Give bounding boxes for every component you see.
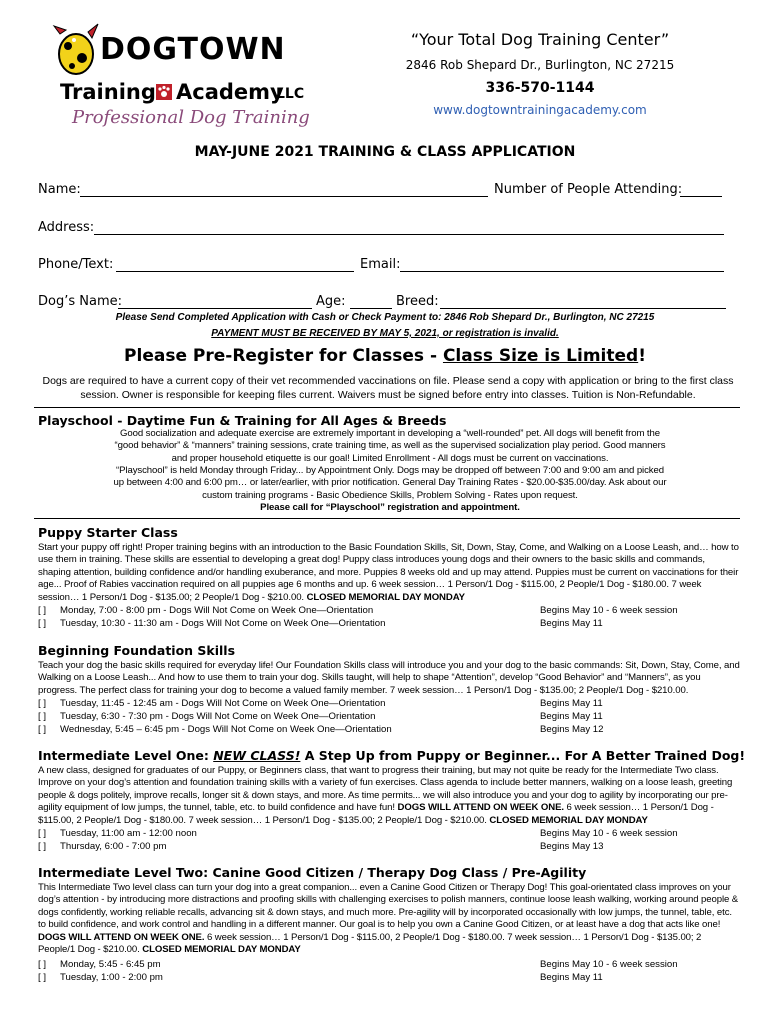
- name-field[interactable]: [80, 196, 488, 197]
- beginning-text: Teach your dog the basic skills required for everyday life! Our Foundation Skills class will introduce you and your dog to the basic commands: Sit, Down, Stay, Come, and Walking on a Loose Leash... And how to use them to train your dog. Skills taught, will help to shape “Attention”, develop “Good Behavior” and “Manners”, as you progress. The perfect class for training your dog to become a valued family member. 7 week session… 1 Person/1 Dog - $135.00; 2 People/1 Dog - $210.00.: [38, 660, 740, 696]
- logo-llc: LLC: [276, 86, 305, 102]
- email-field[interactable]: [400, 271, 724, 272]
- business-address: 2846 Rob Shepard Dr., Burlington, NC 27215: [405, 58, 675, 72]
- checkbox[interactable]: [ ]: [38, 698, 46, 709]
- logo-subtitle: Professional Dog Training: [72, 107, 310, 128]
- people-count-field[interactable]: [680, 196, 722, 197]
- puppy-title: Puppy Starter Class: [38, 525, 178, 540]
- playschool-title: Playschool - Daytime Fun & Training for All Ages & Breeds: [38, 413, 447, 428]
- divider: [34, 407, 740, 408]
- logo-wordmark: DOGTOWN: [100, 32, 286, 67]
- playschool-text-2: “Playschool” is held Monday through Friday... by Appointment Only. Dogs may be dropped off between 7:00 and 9:00 am and picked up between 4:00 and 6:00 pm… or later/earlier, with prior notification. General Day Training Rates - $20.00-$35.00/day. Ask about our custom training programs - Basic Obedience Skills, Problem Solving - Rates upon request.: [113, 465, 667, 501]
- address-label: Address:: [38, 220, 95, 235]
- website-link[interactable]: www.dogtowntrainingacademy.com: [433, 103, 647, 117]
- intermediate-two-title: Intermediate Level Two: Canine Good Citizen / Therapy Dog Class / Pre-Agility: [38, 865, 587, 880]
- checkbox[interactable]: [ ]: [38, 724, 46, 735]
- playschool-call-note: Please call for “Playschool” registration and appointment.: [260, 502, 520, 513]
- intro-text: Dogs are required to have a current copy of their vet recommended vaccinations on file. Please send a copy with application or bring to the first class session. Owner is responsible for keeping files current. Waivers must be signed before entry into classes. Tuition is Non-Refundable.: [42, 375, 734, 401]
- logo-training: Training: [60, 80, 156, 104]
- payment-note: PAYMENT MUST BE RECEIVED BY MAY 5, 2021, or registration is invalid.: [211, 328, 559, 339]
- breed-label: Breed:: [396, 294, 439, 309]
- business-phone: 336-570-1144: [485, 80, 595, 96]
- age-field[interactable]: [350, 308, 392, 309]
- checkbox[interactable]: [ ]: [38, 841, 46, 852]
- beginning-session-2[interactable]: [ ] Tuesday, 6:30 - 7:30 pm - Dogs Will Not Come on Week One—Orientation Begins May 11: [38, 711, 603, 722]
- intermediate-one-text: A new class, designed for graduates of our Puppy, or Beginners class, that want to progress their training, but may not quite be ready for the Intermediate Two class. Improve on your dog’s attention and foundation training skills with a variety of fun exercises. Class agenda to include better manners, walking on a loose leash, greeting people & dogs politely, improve recalls, longer sit & down stays, and more. As time permits... we will also introduce you and your dog to agility by incorporating our pre-agility equipment of low jumps, the tunnel, table, etc. to build confidence and have fun! DOGS WILL ATTEND ON WEEK ONE. 6 week session… 1 Person/1 Dog - $115.00, 2 People/1 Dog - $180.00. 7 week session… 1 Person/1 Dog - $135.00; 2 People/1 Dog - $210.00. CLOSED MEMORIAL DAY MONDAY: [38, 765, 733, 826]
- age-label: Age:: [316, 294, 346, 309]
- address-field[interactable]: [94, 234, 724, 235]
- send-note: Please Send Completed Application with Cash or Check Payment to: 2846 Rob Shepard Dr., Burlington, NC 27215: [115, 312, 655, 323]
- tagline: “Your Total Dog Training Center”: [410, 30, 670, 49]
- intermediate-one-session-2[interactable]: [ ] Thursday, 6:00 - 7:00 pm Begins May 13: [38, 841, 604, 852]
- people-label: Number of People Attending:: [494, 182, 683, 197]
- beginning-title: Beginning Foundation Skills: [38, 643, 236, 658]
- intermediate-two-text: This Intermediate Two level class can turn your dog into a great companion... even a Canine Good Citizen or Therapy Dog! This goal-orientated class improves on your dog’s attention - by introducing more distractions and proofing skills with challenging exercises to polish manners, continue loose leash walking, working around people & dogs confidently, working reliable recalls, advancing sit & down stays, and much more. Pre-agility will by incorporated occasionally with low jumps, the tunnel, table, etc. to build confidence, and work control and handling in a different manner. Our goal is to help you own a Canine Good Citizen, or at least have a dog that acts like one! DOGS WILL ATTEND ON WEEK ONE. 6 week session… 1 Person/1 Dog - $115.00, 2 People/1 Dog - $180.00. 7 week session… 1 Person/1 Dog - $135.00; 2 People/1 Dog - $210.00. CLOSED MEMORIAL DAY MONDAY: [38, 882, 739, 956]
- checkbox[interactable]: [ ]: [38, 711, 46, 722]
- intermediate-one-title: Intermediate Level One: NEW CLASS! A Step Up from Puppy or Beginner... For A Better Trained Dog!: [38, 748, 746, 763]
- puppy-session-2[interactable]: [ ] Tuesday, 10:30 - 11:30 am - Dogs Will Not Come on Week One—Orientation Begins May 11: [38, 618, 603, 629]
- beginning-session-1[interactable]: [ ] Tuesday, 11:45 - 12:45 am - Dogs Will Not Come on Week One—Orientation Begins May 11: [38, 698, 603, 709]
- checkbox[interactable]: [ ]: [38, 828, 46, 839]
- checkbox[interactable]: [ ]: [38, 959, 46, 970]
- breed-field[interactable]: [440, 308, 726, 309]
- dog-mascot-icon: [52, 22, 100, 82]
- playschool-text-1: Good socialization and adequate exercise are extremely important in developing a “well-rounded” pet. All dogs will benefit from the “good behavior” & “manners” training sessions, crate training time, as well as the supervised socialization play period. Good manners and proper household etiquette is our goal! Limited Enrollment - All dogs must be current on vaccinations.: [114, 428, 666, 464]
- divider: [34, 518, 740, 519]
- checkbox[interactable]: [ ]: [38, 605, 46, 616]
- puppy-text: Start your puppy off right! Proper training begins with an introduction to the Basic Foundation Skills, Sit, Down, Stay, Come, and Walking on a Loose Leash, and… how to use them in training. These skills are essential to developing a great dog! Puppy class introduces young dogs and their owners to the basic skills and commands, shaping attention, building confidence and/or handling exuberance, and more. Puppies 8 weeks old and up may attend. Puppies must be current on vaccinations for their age... Proof of Rabies vaccination required on all puppies age 6 months and up. 6 week session… 1 Person/1 Dog - $115.00, 2 People/1 Dog - $180.00. 7 week session… 1 Person/1 Dog - $135.00; 2 People/1 Dog - $210.00. CLOSED MEMORIAL DAY MONDAY: [38, 542, 739, 603]
- intermediate-two-session-1[interactable]: [ ] Monday, 5:45 - 6:45 pm Begins May 10 - 6 week session: [38, 959, 678, 970]
- dog-name-label: Dog’s Name:: [38, 294, 122, 309]
- phone-label: Phone/Text:: [38, 257, 114, 272]
- checkbox[interactable]: [ ]: [38, 972, 46, 983]
- preregister-heading: Please Pre-Register for Classes - Class Size is Limited!: [124, 346, 646, 366]
- dog-name-field[interactable]: [118, 308, 312, 309]
- name-label: Name:: [38, 182, 81, 197]
- intermediate-two-session-2[interactable]: [ ] Tuesday, 1:00 - 2:00 pm Begins May 11: [38, 972, 603, 983]
- form-title: MAY-JUNE 2021 TRAINING & CLASS APPLICATION: [194, 144, 576, 160]
- paw-badge-icon: [156, 84, 172, 100]
- beginning-session-3[interactable]: [ ] Wednesday, 5:45 – 6:45 pm - Dogs Will Not Come on Week One—Orientation Begins May 12: [38, 724, 604, 735]
- checkbox[interactable]: [ ]: [38, 618, 46, 629]
- email-label: Email:: [360, 257, 401, 272]
- intermediate-one-session-1[interactable]: [ ] Tuesday, 11:00 am - 12:00 noon Begins May 10 - 6 week session: [38, 828, 678, 839]
- puppy-session-1[interactable]: [ ] Monday, 7:00 - 8:00 pm - Dogs Will Not Come on Week One—Orientation Begins May 10 - 6 week session: [38, 605, 678, 616]
- phone-field[interactable]: [116, 271, 354, 272]
- logo-academy: Academy: [176, 80, 284, 104]
- logo: [52, 22, 322, 130]
